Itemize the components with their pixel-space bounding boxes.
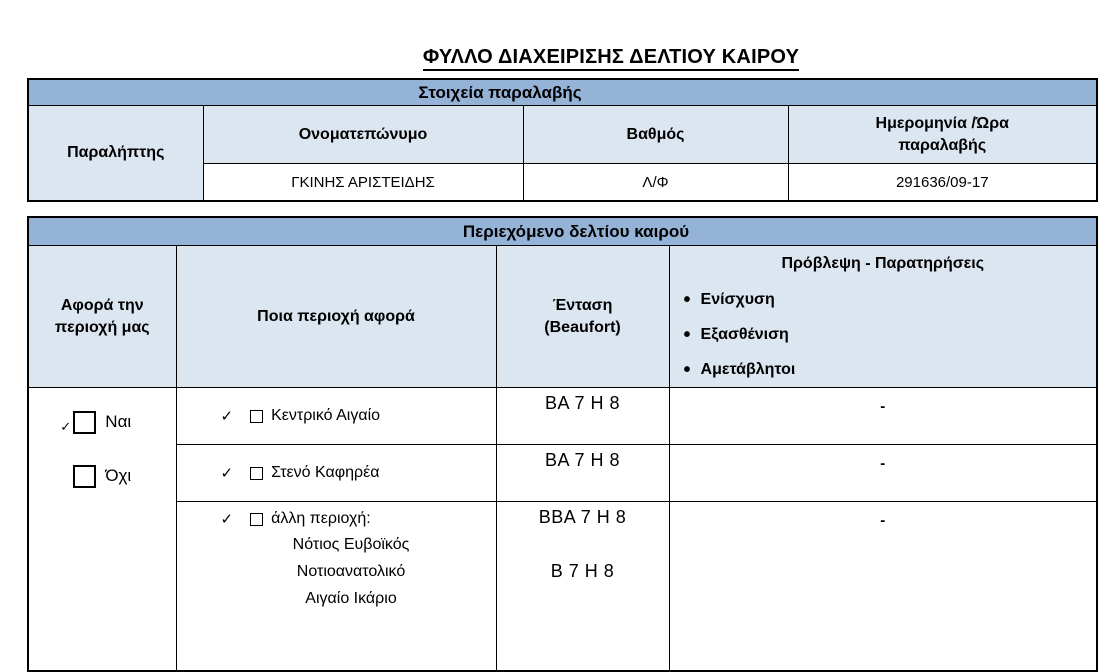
region-extra-lines: Νότιος Ευβοϊκός Νοτιοανατολικό Αιγαίο Ικάριο — [292, 536, 410, 607]
forecast-option: • Αμετάβλητοι — [683, 358, 796, 381]
region-checkbox — [250, 410, 263, 423]
recipient-label: Παραλήπτης — [28, 106, 203, 202]
col-rank-header: Βαθμός — [523, 106, 788, 164]
content-table — [27, 216, 1098, 672]
check-icon: ✓ — [220, 511, 234, 528]
recipient-name-value: ΓΚΙΝΗΣ ΑΡΙΣΤΕΙΔΗΣ — [203, 164, 523, 202]
region-cell — [176, 502, 496, 672]
check-icon: ✓ — [220, 465, 234, 482]
forecast-cell: - — [669, 445, 1097, 502]
check-icon: ✓ — [220, 408, 234, 425]
receipt-table — [27, 78, 1098, 202]
no-option: Όχι — [29, 464, 176, 488]
receipt-datetime-value: 291636/09-17 — [788, 164, 1097, 202]
region-checkbox — [250, 513, 263, 526]
bullet-icon: • — [683, 358, 691, 381]
col-name-header: Ονοματεπώνυμο — [203, 106, 523, 164]
forecast-option: • Εξασθένιση — [683, 323, 789, 346]
intensity-cell: ΒΑ 7 Η 8 — [496, 445, 669, 502]
yes-option: ✓ Ναι — [60, 412, 132, 434]
col-concerns-header: Αφορά την περιοχή μας — [28, 246, 176, 388]
page-title: ΦΥΛΛΟ ΔΙΑΧΕΙΡΙΣΗΣ ΔΕΛΤΙΟΥ ΚΑΙΡΟΥ — [0, 46, 1116, 69]
col-region-header: Ποια περιοχή αφορά — [176, 246, 496, 388]
receipt-table-title: Στοιχεία παραλαβής — [28, 79, 1097, 106]
region-cell — [176, 445, 496, 502]
region-label: άλλη περιοχή: — [271, 510, 371, 527]
bullet-icon: • — [683, 288, 691, 311]
col-datetime-header: Ημερομηνία /Ώρα παραλαβής — [788, 106, 1097, 164]
concerns-our-area-cell — [28, 388, 176, 672]
col-intensity-header: Ένταση (Beaufort) — [496, 246, 669, 388]
forecast-header-title: Πρόβλεψη - Παρατηρήσεις — [781, 255, 985, 272]
check-icon: ✓ — [60, 418, 72, 434]
recipient-rank-value: Λ/Φ — [523, 164, 788, 202]
col-forecast-header — [669, 246, 1097, 388]
region-label: Στενό Καφηρέα — [271, 464, 380, 481]
forecast-options-list — [670, 282, 1097, 387]
region-label: Κεντρικό Αιγαίο — [271, 407, 381, 424]
intensity-cell: ΒΑ 7 Η 8 — [496, 388, 669, 445]
intensity-cell: ΒΒΑ 7 Η 8 Β 7 Η 8 — [496, 502, 669, 672]
region-checkbox — [250, 467, 263, 480]
region-cell — [176, 388, 496, 445]
forecast-cell: - — [669, 502, 1097, 672]
no-checkbox — [73, 465, 96, 488]
weather-bulletin-document — [0, 46, 1116, 631]
forecast-option: • Ενίσχυση — [683, 288, 775, 311]
forecast-cell: - — [669, 388, 1097, 445]
bullet-icon: • — [683, 323, 691, 346]
content-table-title: Περιεχόμενο δελτίου καιρού — [28, 217, 1097, 246]
